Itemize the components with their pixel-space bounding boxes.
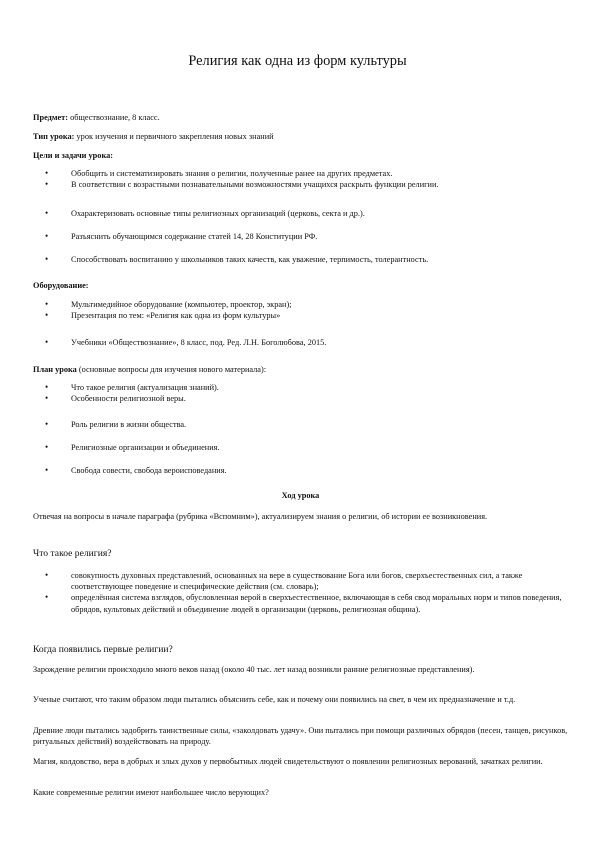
list-item: • Разъяснить обучающимся содержание статей 14, 28 Конституции РФ. bbox=[33, 231, 568, 242]
plan-line bbox=[33, 364, 568, 375]
question-modern-religions: Какие современные религии имеют наибольшее число верующих? bbox=[33, 788, 269, 797]
plan-note: (основные вопросы для изучения нового материала): bbox=[76, 365, 267, 374]
lesson-type-label: Тип урока: bbox=[33, 132, 75, 141]
question-first-religions: Когда появились первые религии? bbox=[33, 644, 173, 655]
plan-list-3 bbox=[33, 442, 568, 453]
list-item: • Религиозные организации и объединения. bbox=[33, 442, 568, 453]
list-item: • Способствовать воспитанию у школьников таких качеств, как уважение, терпимость, толерантность. bbox=[33, 254, 568, 265]
list-item: • Учебники «Обществознание», 8 класс, под. Ред. Л.Н. Боголюбова, 2015. bbox=[33, 337, 568, 348]
list-item: • Обобщить и систематизировать знания о религии, полученные ранее на других предметах. bbox=[33, 168, 568, 179]
progress-intro: Отвечая на вопросы в начале параграфа (рубрика «Вспомним»), актуализируем знания о религии, об истории ее возникновения. bbox=[33, 512, 488, 521]
subject-label: Предмет: bbox=[33, 113, 69, 122]
subject-value: обществознание, 8 класс. bbox=[68, 113, 160, 122]
subject-line bbox=[33, 112, 568, 123]
plan-list-4 bbox=[33, 465, 568, 476]
list-item: • Роль религии в жизни общества. bbox=[33, 419, 568, 430]
equipment-list-2 bbox=[33, 337, 568, 348]
equipment-list bbox=[33, 299, 568, 321]
paragraph: Зарождение религии происходило много веков назад (около 40 тыс. лет назад возникли ранние религиозные представления). bbox=[33, 665, 475, 674]
goals-list-3 bbox=[33, 231, 568, 242]
list-item: • определённая система взглядов, обусловленная верой в сверхъестественное, включающая в себя свод моральных норм и типов поведения, обрядов, культовых действий и объединение людей в организации (церковь, религиозная община). bbox=[33, 592, 568, 614]
list-item: • Охарактеризовать основные типы религиозных организаций (церковь, секта и др.). bbox=[33, 208, 568, 219]
paragraph: Ученые считают, что таким образом люди пытались объяснить себе, как и почему они появились на свет, в чем их предназначение и т.д. bbox=[33, 695, 516, 704]
paragraph: Магия, колдовство, вера в добрых и злых духов у первобытных людей свидетельствуют о появлении религиозных верований, зачатках религии. bbox=[33, 757, 543, 766]
definition-list bbox=[33, 570, 568, 615]
goals-list bbox=[33, 168, 568, 190]
page-title: Религия как одна из форм культуры bbox=[188, 53, 407, 69]
plan-label: План урока bbox=[33, 365, 77, 374]
list-item: • Презентация по тем: «Религия как одна из форм культуры» bbox=[33, 310, 568, 321]
list-item: • Особенности религиозной веры. bbox=[33, 393, 568, 404]
paragraph: Древние люди пытались задобрить таинственные силы, «заколдовать удачу». Они пытались при помощи различных обрядов (песен, танцев, рисунков, ритуальных действий) воздействовать на природу. bbox=[33, 726, 568, 747]
list-item: • Свобода совести, свобода вероисповедания. bbox=[33, 465, 568, 476]
list-item: • Что такое религия (актуализация знаний). bbox=[33, 382, 568, 393]
lesson-type-line bbox=[33, 131, 568, 142]
progress-heading: Ход урока bbox=[281, 491, 320, 500]
lesson-type-value: урок изучения и первичного закрепления новых знаний bbox=[74, 132, 274, 141]
goals-list-4 bbox=[33, 254, 568, 265]
list-item: • совокупность духовных представлений, основанных на вере в существование Бога или богов, сверхъестественных сил, а также соответствующее поведение и специфические действия (см. словарь); bbox=[33, 570, 568, 592]
list-item: • Мультимедийное оборудование (компьютер, проектор, экран); bbox=[33, 299, 568, 310]
equipment-heading: Оборудование: bbox=[33, 281, 89, 290]
plan-list bbox=[33, 382, 568, 404]
question-what-is-religion: Что такое религия? bbox=[33, 548, 112, 559]
goals-heading: Цели и задачи урока: bbox=[33, 151, 114, 160]
goals-list-2 bbox=[33, 208, 568, 219]
list-item: • В соответствии с возрастными познавательными возможностями учащихся раскрыть функции религии. bbox=[33, 179, 568, 190]
plan-list-2 bbox=[33, 419, 568, 430]
